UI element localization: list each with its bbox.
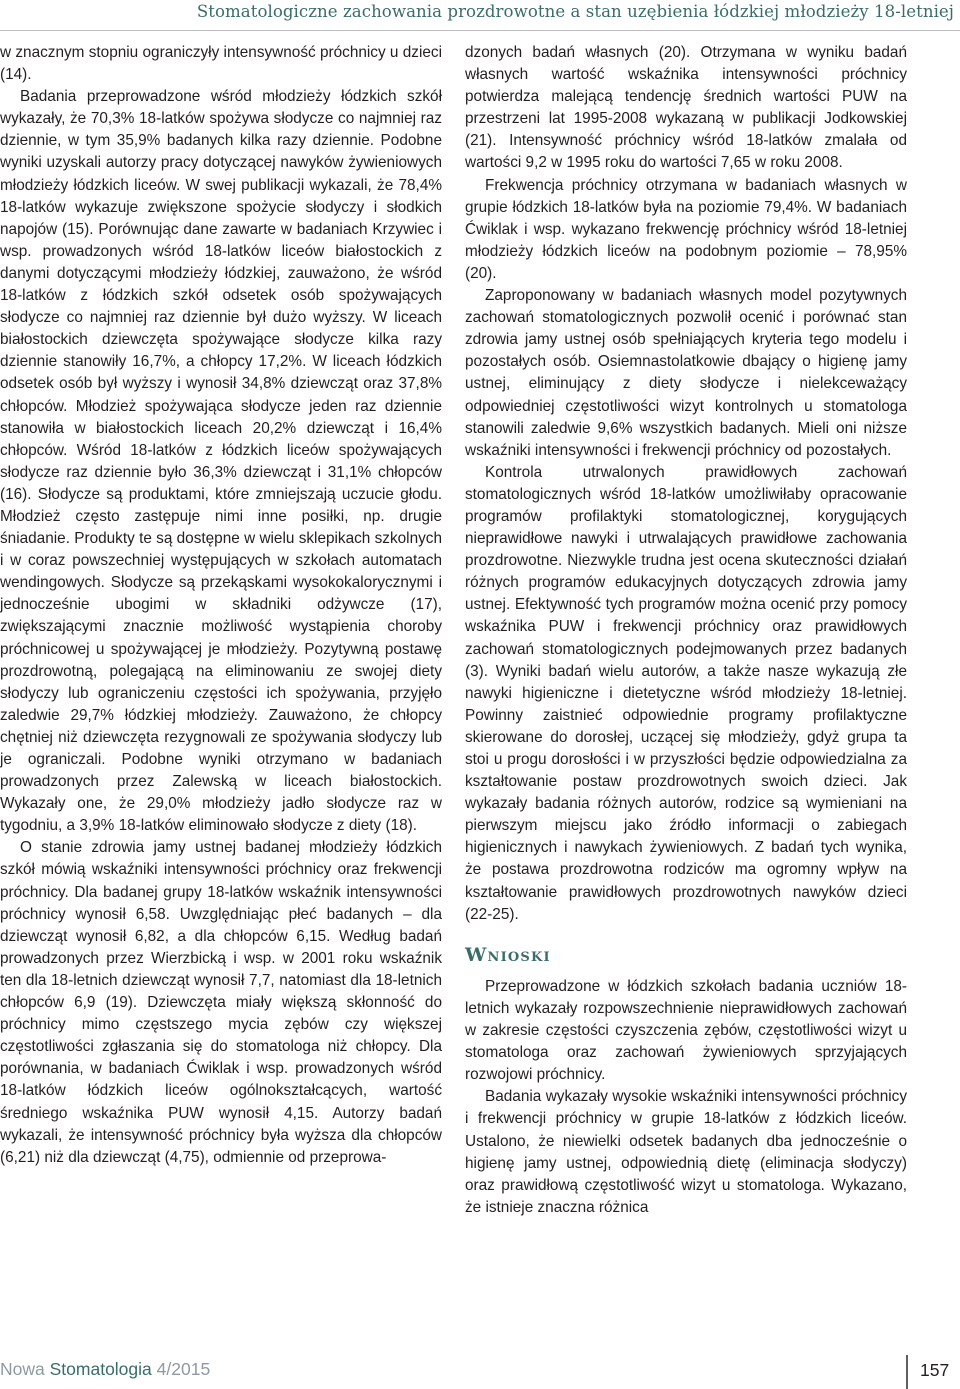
journal-name-bold: Stomatologia bbox=[49, 1359, 152, 1379]
journal-name: Nowa bbox=[0, 1359, 45, 1379]
paragraph: Zaproponowany w badaniach własnych model pozytywnych zachowań stomatologicznych pozwolił ocenić i porównać stan zdrowia jamy ustnej osób spełniających kryteria tego modelu i pozostałych osób. Osiemnastolatkowie dbający o higienę jamy ustnej, eliminujący z diety słodycze i nielekceważący odpowiedniej częstotliwości wizyt kontrolnych u stomatologa stanowili zaledwie 9,6% wszystkich badanych. Mieli oni niższe wskaźniki intensywności i frekwencji próchnicy od pozostałych. bbox=[465, 287, 907, 459]
paragraph: w znacznym stopniu ograniczyły intensywność próchnicy u dzieci (14). bbox=[0, 44, 442, 84]
paragraph: Frekwencja próchnicy otrzymana w badaniach własnych w grupie łódzkich 18-latków była na poziomie 79,4%. W badaniach Ćwiklak i wsp. wykazano frekwencję próchnicy wśród 18-letniej młodzieży łódzkich liceów na podobnym poziomie – 78,95% (20). bbox=[465, 176, 907, 282]
conclusion-paragraph: Badania wykazały wysokie wskaźniki intensywności próchnicy i frekwencji próchnicy w grupie 18-latków z łódzkich liceów. Ustalono, że niewielki odsetek badanych dba jednocześnie o higienę jamy ustnej, odpowiednią dietę (eliminacja słodyczy) oraz prawidłową częstotliwość wizyt u stomatologa. Wykazano, że istnieje znaczna różnica bbox=[465, 1088, 907, 1216]
right-column bbox=[465, 42, 907, 1219]
journal-footer bbox=[0, 1359, 210, 1380]
paragraph: Kontrola utrwalonych prawidłowych zachowań stomatologicznych wśród 18-latków umożliwiłaby opracowanie programów profilaktyki stomatologicznej, korygujących nieprawidłowe nawyki i utrwalających prawidłowe zachowania prozdrowotne. Niezwykle trudna jest ocena skuteczności działań różnych programów edukacyjnych dotyczących zdrowia jamy ustnej. Efektywność tych programów można ocenić przy pomocy wskaźnika PUW i frekwencji próchnicy oraz prawidłowych zachowań stomatologicznych podejmowanych przez badanych (3). Wyniki badań wielu autorów, a także nasze wykazują złe nawyki higieniczne i dietetyczne wśród młodzieży 18-letniej. Powinny zaistnieć odpowiednie programy profilaktyczne skierowane do dorosłej, uczącej się młodzieży, gdyż grupa ta stoi u progu dorosłości i w przyszłości będzie odpowiedzialna za kształtowanie postaw prozdrowotnych swoich dzieci. Jak wykazały badania różnych autorów, rodzice są wymieniani na pierwszym miejscu jako źródło informacji o zabiegach higienicznych i nawykach żywieniowych. Z badań tych wynika, że postawa prozdrowotna rodziców ma ogromny wpływ na kształtowanie prawidłowych prozdrowotnych nawyków dzieci (22-25). bbox=[465, 463, 907, 923]
footer-divider bbox=[906, 1355, 908, 1389]
running-title: Stomatologiczne zachowania prozdrowotne a stan uzębienia łódzkiej młodzieży 18-letniej bbox=[196, 2, 954, 21]
page-number: 157 bbox=[920, 1360, 950, 1380]
header-divider bbox=[0, 30, 960, 31]
journal-issue: 4/2015 bbox=[156, 1359, 211, 1379]
left-column bbox=[0, 42, 442, 1169]
conclusion-paragraph: Przeprowadzone w łódzkich szkołach badania uczniów 18-letnich wykazały rozpowszechnienie nieprawidłowych zachowań w zakresie częstości czyszczenia zębów, częstotliwości wizyt u stomatologa oraz zachowań żywieniowych sprzyjających rozwojowi próchnicy. bbox=[465, 977, 907, 1084]
paragraph: O stanie zdrowia jamy ustnej badanej młodzieży łódzkich szkół mówią wskaźniki intensywności próchnicy oraz frekwencji próchnicy. Dla badanej grupy 18-latków wskaźnik intensywności próchnicy wynosił 6,58. Uwzględniając płeć badanych – dla dziewcząt wynosił 6,82, a dla chłopców 6,15. Według badań prowadzonych przez Wierzbicką i wsp. w 2001 roku wskaźnik ten dla 18-letnich dziewcząt wynosił 7,7, natomiast dla 18-letnich chłopców 6,9 (19). Dziewczęta miały większą skłonność do próchnicy mimo częstszego mycia zębów czy większej częstotliwości zgłaszania się do stomatologa niż chłopcy. Dla porównania, w badaniach Ćwiklak i wsp. prowadzonych wśród 18-latków łódzkich liceów ogólnokształcących, wartość średniego wskaźnika PUW wynosił 4,15. Autorzy badań wykazali, że intensywność próchnicy była wyższa dla chłopców (6,21) niż dla dziewcząt (4,75), odmiennie od przeprowa- bbox=[0, 839, 442, 1166]
paragraph: Badania przeprowadzone wśród młodzieży łódzkich szkół wykazały, że 70,3% 18-latków spożywa słodycze co najmniej raz dziennie, w tym 35,9% badanych kilka razy dziennie. Podobne wyniki uzyskali autorzy pracy dotyczącej nawyków żywieniowych młodzieży łódzkich liceów. W swej publikacji wykazali, że 78,4% 18-latków wykazuje zwiększone spożycie słodyczy i słodkich napojów (15). Porównując dane zawarte w badaniach Krzywiec i wsp. prowadzonych wśród 18-latków liceów białostockich z danymi dotyczącymi młodzieży łódzkiej, zauważono, że wśród 18-latków z łódzkich szkół odsetek osób spożywających słodycze co najmniej raz dziennie był dużo wyższy. W liceach białostockich dziewczęta spożywające słodycze kilka razy dziennie stanowiły 16,7%, a chłopcy 17,2%. W liceach łódzkich odsetek osób był wyższy i wynosił 34,8% dziewcząt oraz 37,8% chłopców. Młodzież spożywająca słodycze jeden raz dziennie stanowiła w białostockich liceach 20,2% dziewcząt i 16,4% chłopców. Wśród 18-latków z łódzkich liceów spożywających słodycze raz dziennie było 36,3% dziewcząt i 31,1% chłopców (16). Słodycze są produktami, które zmniejszają uczucie głodu. Młodzież często zastępuje nimi inne posiłki, np. drugie śniadanie. Produkty te są dostępne w wielu sklepikach szkolnych i w coraz powszechniej występujących w szkołach automatach wendingowych. Słodycze są przekąskami wysokokalorycznymi i jednocześnie ubogimi w składniki odżywcze (17), zwiększającymi znacznie możliwość wystąpienia choroby próchnicowej u spożywającej je młodzieży. Pozytywną postawę prozdrowotną, polegającą na eliminowaniu ze swojej diety słodyczy lub ograniczeniu częstości ich spożywania, przyjęło zaledwie 29,7% łódzkiej młodzieży. Zauważono, że chłopcy chętniej niż dziewczęta rezygnowali ze spożywania słodyczy lub je ograniczali. Podobne wyniki otrzymano w badaniach prowadzonych przez Zalewską w liceach białostockich. Wykazały one, że 29,0% młodzieży jadło słodycze raz w tygodniu, a 3,9% 18-latków eliminowało słodycze z diety (18). bbox=[0, 88, 442, 835]
paragraph: dzonych badań własnych (20). Otrzymana w wyniku badań własnych wartość wskaźnika intensywności próchnicy potwierdza malejącą tendencję średnich wartości PUW na przestrzeni lat 1995-2008 wykazaną w publikacji Jodkowskiej (21). Intensywność próchnicy wśród 18-latków zmalała od wartości 9,2 w 1995 roku do wartości 7,65 w roku 2008. bbox=[465, 44, 907, 172]
section-heading-conclusions: Wnioski bbox=[465, 943, 551, 966]
